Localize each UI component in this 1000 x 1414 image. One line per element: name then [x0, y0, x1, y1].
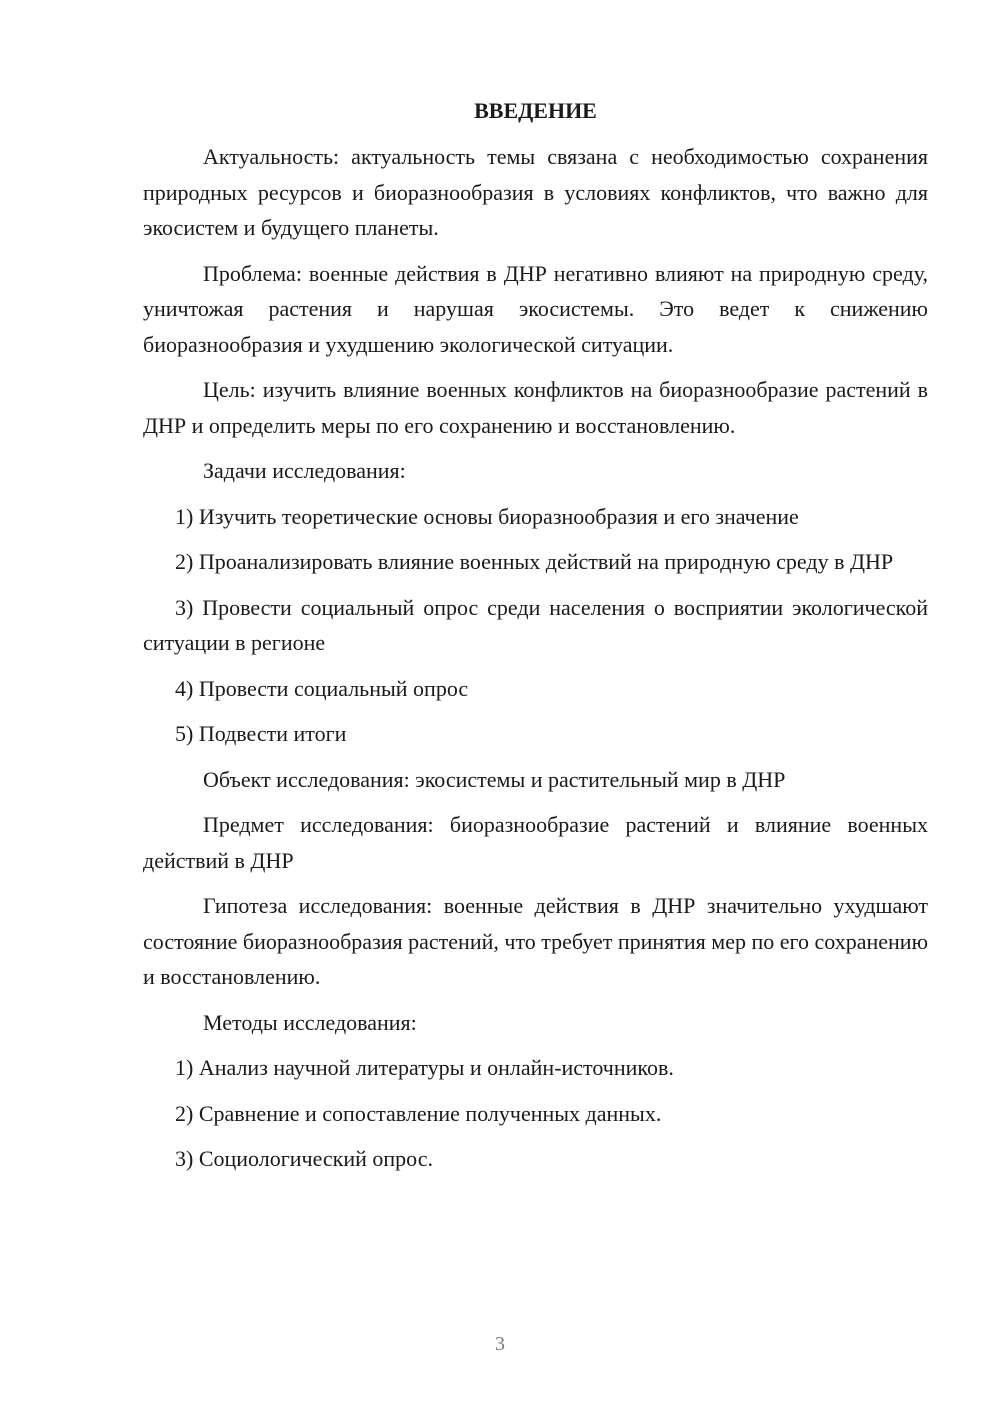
- paragraph-relevance: Актуальность: актуальность темы связана с необходимостью сохранения природных ресурсов и биоразнообразия в условиях конфликтов, что важно для экосистем и будущего планеты.: [143, 144, 928, 240]
- list-item-task-2: 2) Проанализировать влияние военных действий на природную среду в ДНР: [175, 549, 894, 574]
- paragraph-hypothesis: Гипотеза исследования: военные действия в ДНР значительно ухудшают состояние биоразнообразия растений, что требует принятия мер по его сохранению и восстановлению.: [143, 893, 929, 989]
- document-body: [143, 96, 928, 1187]
- paragraph-goal: Цель: изучить влияние военных конфликтов на биоразнообразие растений в ДНР и определить меры по его сохранению и восстановлению.: [143, 377, 928, 438]
- list-item-task-4: 4) Провести социальный опрос: [175, 675, 469, 701]
- paragraph-problem: Проблема: военные действия в ДНР негативно влияют на природную среду, уничтожая растения и нарушая экосистемы. Это ведет к снижению биоразнообразия и ухудшению экологической ситуации.: [143, 260, 928, 357]
- page-title: ВВЕДЕНИЕ: [474, 98, 597, 123]
- list-item-method-2: 2) Сравнение и сопоставление полученных данных.: [175, 1100, 662, 1126]
- list-item-method-3: 3) Социологический опрос.: [175, 1146, 433, 1171]
- paragraph-object: Объект исследования: экосистемы и растительный мир в ДНР: [203, 766, 786, 792]
- paragraph-subject: Предмет исследования: биоразнообразие растений и влияние военных действий в ДНР: [143, 812, 928, 873]
- list-item-method-1: 1) Анализ научной литературы и онлайн-источников.: [175, 1055, 674, 1080]
- page-number: 3: [495, 1333, 505, 1355]
- list-item-task-3: 3) Провести социальный опрос среди населения о восприятии экологической ситуации в регионе: [143, 594, 928, 655]
- paragraph-tasks-heading: Задачи исследования:: [203, 458, 406, 483]
- list-item-task-5: 5) Подвести итоги: [175, 721, 347, 746]
- paragraph-methods-heading: Методы исследования:: [203, 1009, 417, 1035]
- list-item-task-1: 1) Изучить теоретические основы биоразнообразия и его значение: [175, 503, 799, 529]
